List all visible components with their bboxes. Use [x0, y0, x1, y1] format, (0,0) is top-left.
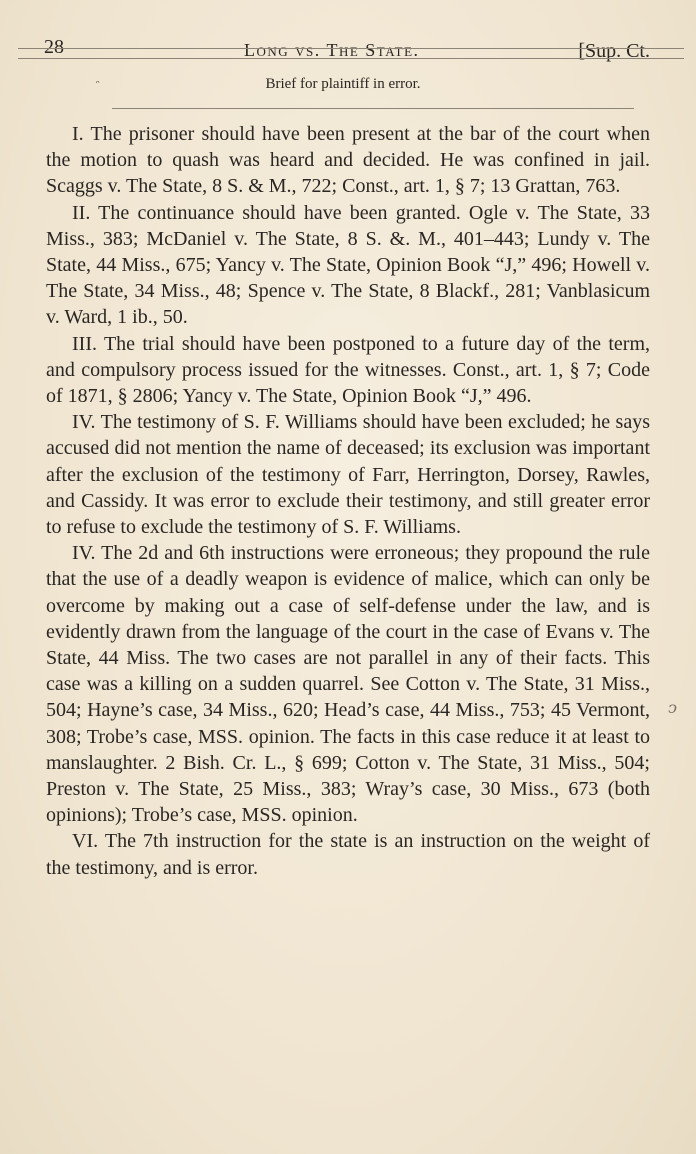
paragraph-6: VI. The 7th instruction for the state is an instruction on the weight of the testimony, and is error. — [46, 830, 650, 879]
brief-heading: Brief for plaintiff in error. — [265, 76, 421, 92]
court-designation: [Sup. Ct. — [578, 40, 650, 62]
page-number: 28 — [44, 36, 64, 58]
brief-body — [36, 121, 650, 881]
paragraph-4: IV. The testimony of S. F. Williams should have been excluded; he says accused did not mention the name of deceased; its exclusion was important after the exclusion of the testimony of Farr, Herrington, Dorsey, Rawles, and Cassidy. It was error to exclude their testimony, and still greater error to refuse to exclude the testimony of S. F. Williams. — [46, 411, 650, 539]
heading-rule — [112, 108, 634, 109]
header-rule — [18, 48, 684, 49]
brief-heading-row — [36, 64, 650, 108]
running-title: Long vs. The State. — [244, 40, 420, 60]
paragraph-5: IV. The 2d and 6th instructions were erroneous; they propound the rule that the use of a deadly weapon is evidence of malice, which can only be overcome by making out a case of self-defense under the law, and is evidently drawn from the language of the court in the case of Evans v. The State, 44 Miss. The two cases are not parallel in any of their facts. This case was a killing on a sudden quarrel. See Cotton v. The State, 31 Miss., 504; Hayne’s case, 34 Miss., 620; Head’s case, 44 Miss., 753; 45 Vermont, 308; Trobe’s case, MSS. opinion. The facts in this case reduce it at least to manslaughter. 2 Bish. Cr. L., § 699; Cotton v. The State, 31 Miss., 504; Preston v. The State, 25 Miss., 383; Wray’s case, 30 Miss., 673 (both opinions); Trobe’s case, MSS. opinion. — [46, 542, 650, 827]
paragraph-3: III. The trial should have been postponed to a future day of the term, and compulsory process issued for the witnesses. Const., art. 1, § 7; Code of 1871, § 2806; Yancy v. The State, Opinion Book “J,” 496. — [46, 332, 650, 408]
header-rule-double — [18, 58, 684, 59]
printer-mark: ᵔ — [96, 77, 100, 91]
margin-pencil-mark: ↄ — [668, 698, 677, 717]
paragraph-1: I. The prisoner should have been present at the bar of the court when the motion to quash was heard and decided. He was confined in jail. Scaggs v. The State, 8 S. & M., 722; Const., art. 1, § 7; 13 Grattan, 763. — [46, 123, 650, 198]
paragraph-2: II. The continuance should have been granted. Ogle v. The State, 33 Miss., 383; McDaniel v. The State, 8 S. &. M., 401–443; Lundy v. The State, 44 Miss., 675; Yancy v. The State, Opinion Book “J,” 496; Howell v. The State, 34 Miss., 48; Spence v. The State, 8 Blackf., 281; Vanblasicum v. Ward, 1 ib., 50. — [46, 201, 650, 329]
